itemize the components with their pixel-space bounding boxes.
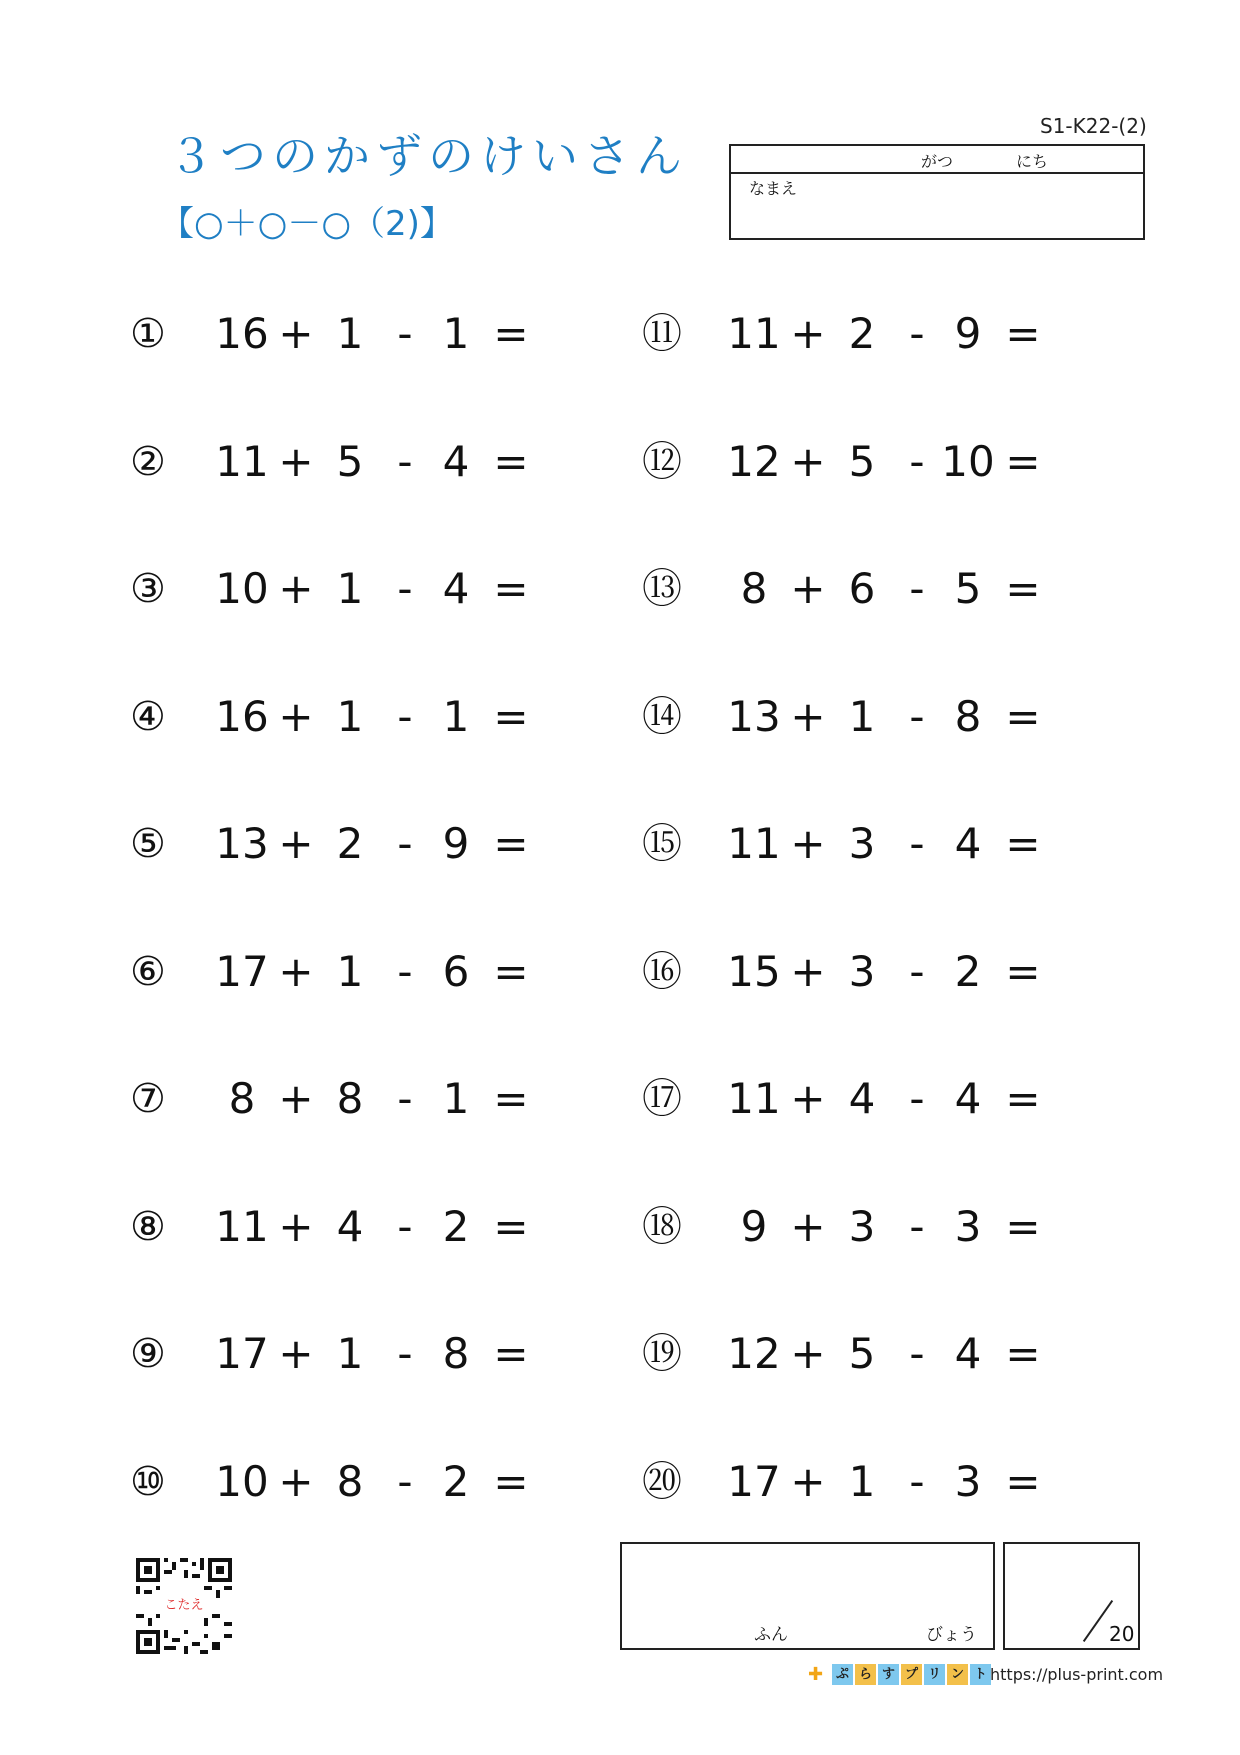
brand-tile: す [878, 1664, 899, 1685]
time-box [620, 1542, 995, 1650]
problem-item [130, 1197, 550, 1257]
problem-a: 15 [727, 946, 781, 996]
problem-op2: - [909, 1074, 925, 1123]
problem-b: 8 [336, 1074, 364, 1123]
problem-c: 4 [442, 564, 470, 613]
problem-a: 12 [727, 436, 781, 486]
name-label: なまえ [749, 179, 798, 198]
problem-num: ⑩ [130, 1458, 166, 1505]
problem-c: 9 [954, 309, 982, 358]
problem-a: 17 [215, 1329, 269, 1378]
problem-eq: = [493, 691, 529, 741]
problem-c: 1 [442, 1074, 470, 1123]
brand-tile: プ [901, 1664, 922, 1685]
problem-eq: = [1005, 1074, 1041, 1123]
problem-b: 2 [848, 309, 876, 358]
problem-op1: + [790, 819, 826, 868]
problem-op2: - [397, 1201, 413, 1251]
qr-code-icon [134, 1556, 234, 1656]
problem-op1: + [278, 1074, 314, 1123]
problem-c: 3 [954, 1456, 982, 1506]
problem-a: 8 [228, 1074, 256, 1123]
problem-b: 3 [848, 946, 876, 996]
problem-num: ⑨ [130, 1331, 166, 1377]
problem-op1: + [278, 1456, 314, 1506]
problem-b: 3 [848, 819, 876, 868]
problem-item [130, 1324, 550, 1384]
problem-op1: + [790, 1456, 826, 1506]
brand-tile: ト [970, 1664, 991, 1685]
problem-eq: = [1005, 691, 1041, 741]
problem-eq: = [1005, 1456, 1041, 1506]
brand-tile: リ [924, 1664, 945, 1685]
problem-op1: + [790, 436, 826, 486]
problem-a: 17 [215, 946, 269, 996]
problem-b: 3 [848, 1201, 876, 1251]
problem-b: 1 [336, 309, 364, 358]
problem-item [642, 304, 1062, 364]
problem-eq: = [1005, 436, 1041, 486]
problem-num: ⑰ [642, 1076, 682, 1122]
problem-op1: + [278, 819, 314, 868]
problem-c: 6 [442, 946, 470, 996]
problem-op1: + [278, 1201, 314, 1251]
qr-answer-label: こたえ [164, 1598, 204, 1613]
brand-tile: ら [855, 1664, 876, 1685]
problem-item [642, 1452, 1062, 1512]
problem-op2: - [909, 1201, 925, 1251]
problem-num: ⑭ [642, 693, 682, 740]
problem-a: 11 [215, 436, 269, 486]
problem-num: ② [130, 438, 166, 485]
problem-c: 4 [954, 1074, 982, 1123]
problem-a: 11 [727, 819, 781, 868]
site-url: https://plus-print.com [990, 1665, 1164, 1684]
problem-item [642, 1197, 1062, 1257]
worksheet-title: ３つのかずのけいさん [168, 129, 688, 183]
problem-item [130, 687, 550, 747]
problem-op1: + [278, 436, 314, 486]
problem-eq: = [493, 819, 529, 868]
problem-op2: - [909, 564, 925, 613]
problem-op1: + [278, 946, 314, 996]
problem-c: 10 [941, 436, 995, 486]
problem-op1: + [278, 564, 314, 613]
month-label: がつ [921, 152, 954, 171]
problem-eq: = [493, 946, 529, 996]
problem-op1: + [790, 1201, 826, 1251]
problem-eq: = [493, 436, 529, 486]
problem-num: ⑪ [642, 311, 682, 357]
brand-tile: ン [947, 1664, 968, 1685]
problem-b: 2 [336, 819, 364, 868]
problem-op2: - [397, 1329, 413, 1378]
problem-op1: + [790, 564, 826, 613]
problem-eq: = [1005, 1329, 1041, 1378]
brand-tile: ぷ [832, 1664, 853, 1685]
problem-num: ① [130, 311, 166, 357]
problem-a: 10 [215, 1456, 269, 1506]
problem-item [130, 814, 550, 874]
problem-item [642, 559, 1062, 619]
problem-num: ⑯ [642, 948, 682, 995]
problem-num: ⑮ [642, 821, 682, 867]
problem-op1: + [278, 1329, 314, 1378]
problem-a: 8 [740, 564, 768, 613]
problem-op2: - [909, 309, 925, 358]
problem-num: ⑧ [130, 1203, 166, 1250]
problem-op2: - [397, 436, 413, 486]
problem-c: 4 [442, 436, 470, 486]
problem-op2: - [397, 946, 413, 996]
problem-item [130, 1069, 550, 1129]
problem-b: 1 [336, 1329, 364, 1378]
problem-op2: - [397, 1456, 413, 1506]
problem-b: 1 [336, 564, 364, 613]
problem-b: 4 [848, 1074, 876, 1123]
day-label: にち [1016, 152, 1049, 171]
problem-b: 5 [848, 1329, 876, 1378]
problem-b: 4 [336, 1201, 364, 1251]
problem-a: 11 [727, 309, 781, 358]
problem-c: 8 [954, 691, 982, 741]
problem-item [130, 304, 550, 364]
brand-plus-icon: ✚ [808, 1664, 824, 1685]
problem-a: 13 [727, 691, 781, 741]
problem-item [130, 559, 550, 619]
problem-c: 2 [442, 1201, 470, 1251]
worksheet-subtitle: 【○＋○－○（2)】 [160, 204, 454, 244]
problem-eq: = [493, 1074, 529, 1123]
date-row [731, 146, 1143, 174]
problem-b: 1 [336, 946, 364, 996]
problem-c: 8 [442, 1329, 470, 1378]
problem-a: 11 [727, 1074, 781, 1123]
problem-c: 5 [954, 564, 982, 613]
problem-eq: = [493, 1329, 529, 1378]
problem-b: 5 [848, 436, 876, 486]
problem-eq: = [1005, 1201, 1041, 1251]
problem-op2: - [909, 436, 925, 486]
seconds-label: びょう [926, 1625, 977, 1645]
problem-a: 17 [727, 1456, 781, 1506]
problem-op1: + [790, 309, 826, 358]
problem-c: 9 [442, 819, 470, 868]
problem-item [130, 942, 550, 1002]
problem-item [642, 1324, 1062, 1384]
problem-b: 1 [848, 691, 876, 741]
problem-b: 5 [336, 436, 364, 486]
problem-item [642, 432, 1062, 492]
problem-op1: + [790, 691, 826, 741]
problem-item [642, 1069, 1062, 1129]
problem-a: 9 [740, 1201, 768, 1251]
problem-op2: - [397, 309, 413, 358]
name-date-box [729, 144, 1145, 240]
problem-b: 1 [336, 691, 364, 741]
problem-item [642, 687, 1062, 747]
problem-c: 2 [442, 1456, 470, 1506]
problem-item [130, 1452, 550, 1512]
problem-num: ⑤ [130, 821, 166, 867]
problem-eq: = [1005, 309, 1041, 358]
problem-c: 1 [442, 691, 470, 741]
score-total: 20 [1109, 1622, 1135, 1646]
problem-op2: - [909, 691, 925, 741]
problem-a: 16 [215, 691, 269, 741]
problem-num: ⑳ [642, 1458, 682, 1505]
problem-op2: - [397, 1074, 413, 1123]
problem-c: 1 [442, 309, 470, 358]
minutes-label: ふん [754, 1625, 788, 1645]
problem-item [642, 814, 1062, 874]
problem-num: ⑬ [642, 566, 682, 612]
problem-eq: = [493, 564, 529, 613]
problem-op2: - [909, 1456, 925, 1506]
problem-num: ④ [130, 693, 166, 740]
problem-num: ⑫ [642, 438, 682, 485]
problem-num: ⑲ [642, 1331, 682, 1377]
problem-item [642, 942, 1062, 1002]
problem-op2: - [909, 819, 925, 868]
worksheet-code: S1-K22-(2) [1040, 114, 1147, 138]
problem-eq: = [1005, 564, 1041, 613]
problem-eq: = [493, 1456, 529, 1506]
problem-b: 6 [848, 564, 876, 613]
problem-a: 13 [215, 819, 269, 868]
problem-op2: - [397, 564, 413, 613]
problem-eq: = [493, 309, 529, 358]
problem-op1: + [790, 946, 826, 996]
problem-num: ⑱ [642, 1203, 682, 1250]
problem-op1: + [278, 691, 314, 741]
problem-a: 12 [727, 1329, 781, 1378]
problem-c: 3 [954, 1201, 982, 1251]
problem-c: 4 [954, 819, 982, 868]
problem-a: 16 [215, 309, 269, 358]
problem-c: 2 [954, 946, 982, 996]
problem-num: ③ [130, 566, 166, 612]
problem-b: 8 [336, 1456, 364, 1506]
problem-eq: = [1005, 819, 1041, 868]
problem-num: ⑦ [130, 1076, 166, 1122]
problem-eq: = [1005, 946, 1041, 996]
problem-op2: - [909, 946, 925, 996]
problem-op2: - [909, 1329, 925, 1378]
problem-op1: + [790, 1074, 826, 1123]
problem-num: ⑥ [130, 948, 166, 995]
problem-op2: - [397, 691, 413, 741]
problem-eq: = [493, 1201, 529, 1251]
problem-c: 4 [954, 1329, 982, 1378]
problem-op1: + [278, 309, 314, 358]
problem-a: 10 [215, 564, 269, 613]
problem-a: 11 [215, 1201, 269, 1251]
problem-item [130, 432, 550, 492]
problem-b: 1 [848, 1456, 876, 1506]
problem-op1: + [790, 1329, 826, 1378]
score-box [1003, 1542, 1140, 1650]
problem-op2: - [397, 819, 413, 868]
